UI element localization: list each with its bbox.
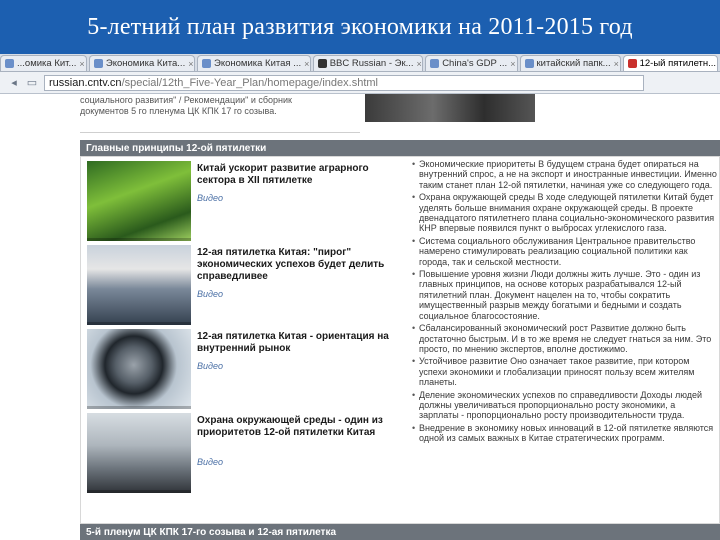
article-title[interactable]: Китай ускорит развитие аграрного сектора в XII пятилетке xyxy=(197,163,369,186)
tab-label: BBC Russian - Эк... xyxy=(329,58,414,69)
browser-tab-7-active[interactable] xyxy=(623,55,718,71)
browser-tab-1[interactable] xyxy=(0,55,87,71)
top-snippet xyxy=(80,94,360,134)
browser-tab-2[interactable] xyxy=(89,55,195,71)
principles-list xyxy=(411,159,717,523)
close-icon[interactable]: × xyxy=(79,58,85,69)
close-icon[interactable]: × xyxy=(188,58,194,69)
favicon-icon xyxy=(628,59,637,68)
list-item: • Внедрение в экономику новых инноваций в 12-ой пятилетке являются одной из самых важных в Китае стратегических программ. xyxy=(411,423,717,444)
article-title[interactable]: 12-ая пятилетка Китая - ориентация на внутренний рынок xyxy=(197,331,389,354)
article-item-agriculture[interactable] xyxy=(87,161,407,243)
favicon-icon xyxy=(94,59,103,68)
tab-label: Экономика Кита... xyxy=(105,58,186,69)
snippet-line: социального развития" / Рекомендации" и сборник xyxy=(80,95,292,105)
list-item: • Экономические приоритеты В будущем страна будет опираться на внутренний спрос, а не на экспорт и иностранные инвестиции. Именно таким станет план 12-ой пятилетки, начиная уже со следующего года. xyxy=(411,159,717,190)
favicon-icon xyxy=(202,59,211,68)
bbc-favicon-icon xyxy=(318,59,327,68)
url-path: /special/12th_Five-Year_Plan/homepage/index.shtml xyxy=(121,76,378,89)
divider xyxy=(80,132,360,133)
back-arrow-icon[interactable]: ◂ xyxy=(11,76,17,89)
section-body xyxy=(80,156,720,524)
article-thumbnail[interactable] xyxy=(87,329,191,409)
page-icon: ▭ xyxy=(26,76,38,89)
article-thumbnail[interactable] xyxy=(87,161,191,241)
close-icon[interactable]: × xyxy=(613,58,619,69)
list-item: • Повышение уровня жизни Люди должны жить лучше. Это - один из главных принципов, на основе которых разрабатывался 12-ый пятилетний план. Документ нацелен на то, чтобы сократить имущественный разрыв между богатыми и бедными и создать социальное благосостояние. xyxy=(411,269,717,321)
bottom-section-heading: 5-й пленум ЦК КПК 17-го созыва и 12-ая пятилетка xyxy=(80,524,720,540)
list-item: • Сбалансированный экономический рост Развитие должно быть достаточно быстрым. И в то же время не следует гнаться за ним. Это просто, по мнению экспертов, вполне достижимо. xyxy=(411,323,717,354)
list-item: • Устойчивое развитие Оно означает такое развитие, при котором успехи экономики и глобализации приносят пользу всем жителям планеты. xyxy=(411,356,717,387)
close-icon[interactable]: × xyxy=(510,58,516,69)
browser-tab-6[interactable] xyxy=(520,55,621,71)
web-page xyxy=(0,94,720,540)
favicon-icon xyxy=(525,59,534,68)
article-thumbnail[interactable] xyxy=(87,413,191,493)
article-title[interactable]: 12-ая пятилетка Китая: "пирог" экономических успехов будет делить справедливее xyxy=(197,247,385,282)
browser-tab-3[interactable] xyxy=(197,55,311,71)
tab-label: China's GDP ... xyxy=(442,58,508,69)
url-field[interactable] xyxy=(44,75,644,91)
article-item-pie[interactable] xyxy=(87,245,407,327)
list-item: • Система социального обслуживания Центральное правительство намерено стимулировать реализацию социальной политики как города, так и сельской местности. xyxy=(411,236,717,267)
address-bar xyxy=(0,72,720,94)
list-item: • Охрана окружающей среды В ходе следующей пятилетки Китай будет уделять больше внимания охране окружающей среды. В проекте двенадцатого пятилетнего плана социально-экономического развития КНР впервые появился пункт о выбросах углекислого газа. xyxy=(411,192,717,234)
url-host: russian.cntv.cn xyxy=(49,76,122,89)
article-thumbnail[interactable] xyxy=(87,245,191,325)
video-link[interactable]: Видео xyxy=(197,457,223,467)
top-photo[interactable] xyxy=(365,94,535,122)
favicon-icon xyxy=(5,59,14,68)
video-link[interactable]: Видео xyxy=(197,361,223,371)
content-column xyxy=(80,94,720,540)
browser-tab-strip xyxy=(0,54,720,72)
section-heading: Главные принципы 12-ой пятилетки xyxy=(80,140,720,156)
video-link[interactable]: Видео xyxy=(197,289,223,299)
tab-label: китайский папк... xyxy=(536,58,611,69)
article-title[interactable]: Охрана окружающей среды - один из приоритетов 12-ой пятилетки Китая xyxy=(197,415,383,438)
favicon-icon xyxy=(430,59,439,68)
tab-label: ...омика Кит... xyxy=(17,58,77,69)
close-icon[interactable]: × xyxy=(416,58,422,69)
close-icon[interactable]: × xyxy=(304,58,310,69)
snippet-line: документов 5 го пленума ЦК КПК 17 го созыва. xyxy=(80,105,277,116)
tab-label: Экономика Китая ... xyxy=(214,58,302,69)
video-link[interactable]: Видео xyxy=(197,193,223,203)
browser-tab-4[interactable] xyxy=(313,55,424,71)
tab-label: 12-ый пятилетн... xyxy=(639,58,717,69)
article-item-domestic-market[interactable] xyxy=(87,329,407,411)
list-item: • Деление экономических успехов по справедливости Доходы людей должны увеличиваться пропорционально росту экономики, а зарплаты - пропорционально росту производительности труда. xyxy=(411,390,717,421)
slide-title: 5-летний план развития экономики на 2011-2015 год xyxy=(0,0,720,54)
browser-tab-5[interactable] xyxy=(425,55,517,71)
article-item-environment[interactable] xyxy=(87,413,407,495)
